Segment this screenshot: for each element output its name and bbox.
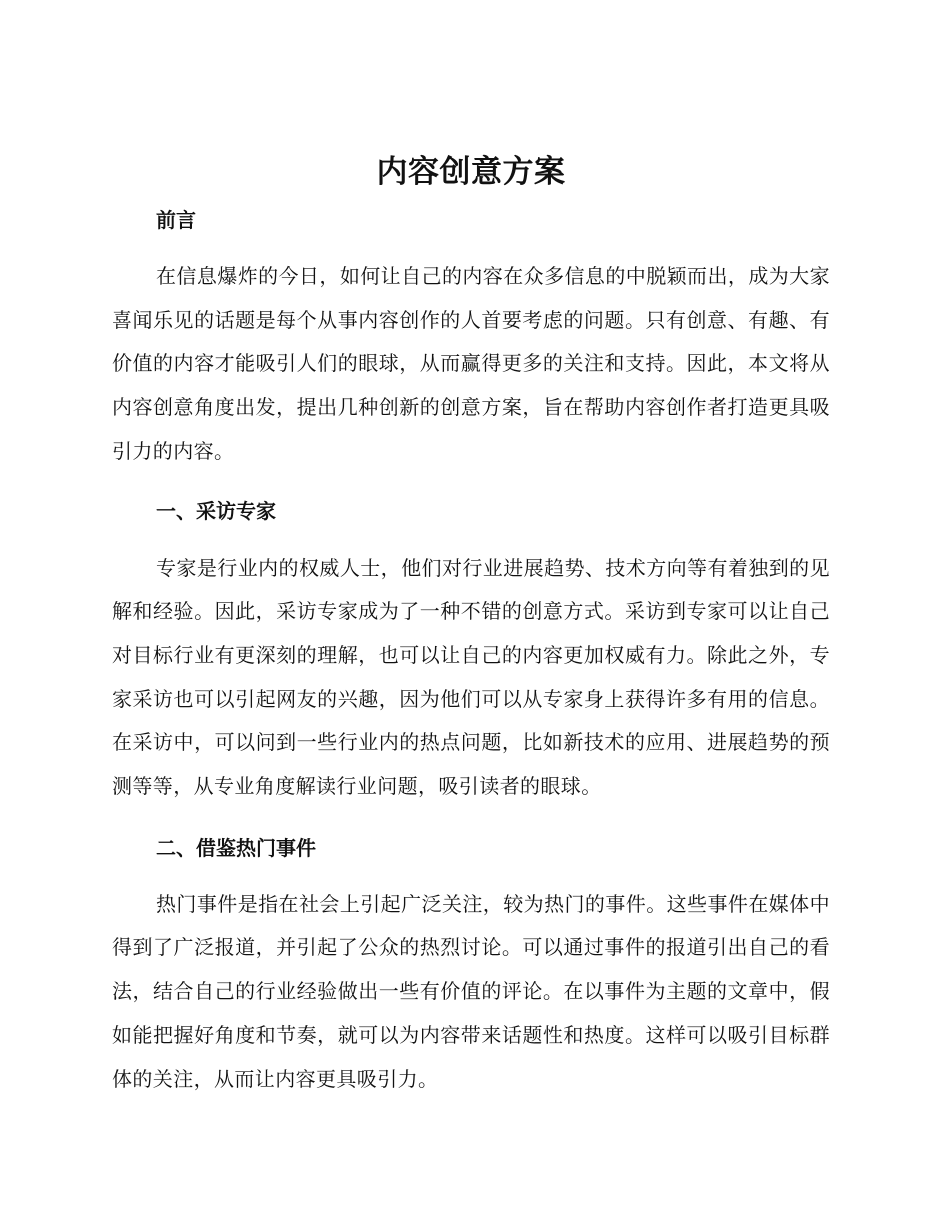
section-heading-preface: 前言 — [156, 208, 196, 232]
section-heading-hot-events: 二、借鉴热门事件 — [156, 835, 316, 860]
section-body-preface: 在信息爆炸的今日，如何让自己的内容在众多信息的中脱颖而出，成为大家喜闻乐见的话题是每个从事内容创作的人首要考虑的问题。只有创意、有趣、有价值的内容才能吸引人们的眼球，从而赢得更多的关注和支持。因此，本文将从内容创意角度出发，提出几种创新的创意方案，旨在帮助内容创作者打造更具吸引力的内容。 — [112, 264, 830, 463]
section-body-hot-events: 热门事件是指在社会上引起广泛关注，较为热门的事件。这些事件在媒体中得到了广泛报道，并引起了公众的热烈讨论。可以通过事件的报道引出自己的看法，结合自己的行业经验做出一些有价值的评论。在以事件为主题的文章中，假如能把握好角度和节奏，就可以为内容带来话题性和热度。这样可以吸引目标群体的关注，从而让内容更具吸引力。 — [112, 891, 830, 1091]
document-title: 内容创意方案 — [376, 154, 566, 190]
section-body-interview-experts: 专家是行业内的权威人士，他们对行业进展趋势、技术方向等有着独到的见解和经验。因此，采访专家成为了一种不错的创意方式。采访到专家可以让自己对目标行业有更深刻的理解，也可以让自己的内容更加权威有力。除此之外，专家采访也可以引起网友的兴趣，因为他们可以从专家身上获得许多有用的信息。在采访中，可以问到一些行业内的热点问题，比如新技术的应用、进展趋势的预测等等，从专业角度解读行业问题，吸引读者的眼球。 — [112, 555, 830, 799]
section-heading-interview-experts: 一、采访专家 — [156, 498, 276, 523]
